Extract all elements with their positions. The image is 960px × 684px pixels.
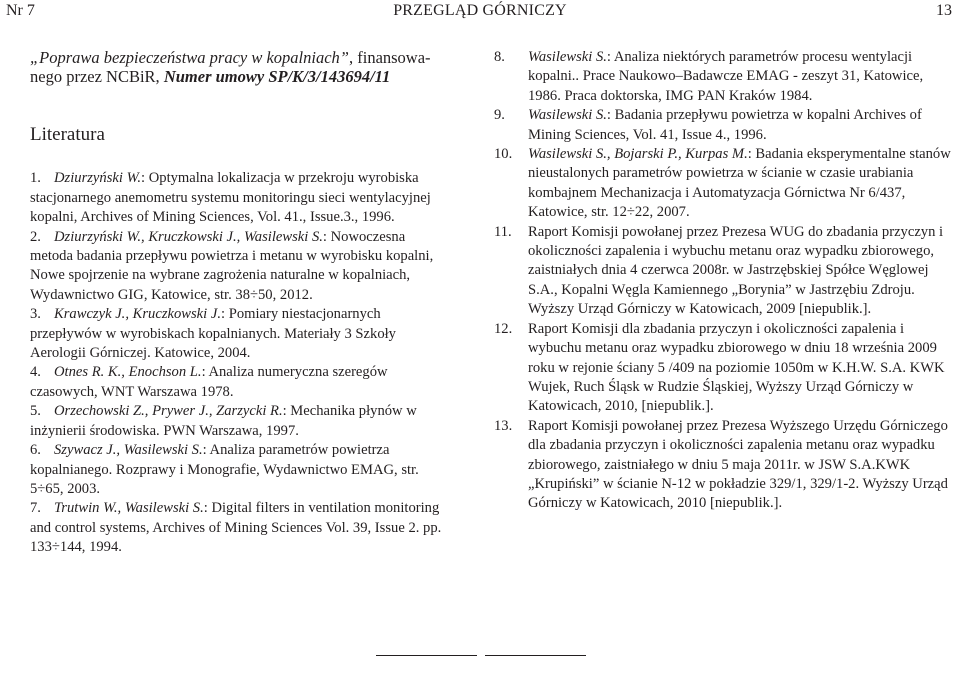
- reference-item: [30, 363, 448, 402]
- reference-text: Raport Komisji dla zbadania przyczyn i okoliczności zapalenia i wybuchu metanu oraz wypadku zbiorowego w dniu 18 września 2009 roku w rejonie ściany 5 /409 na poziomie 1050m w K.H.W. S.A. KWK Wujek, Ruch Śląsk w Rudzie Śląskiej, Wyższy Urząd Górniczy w Katowicach, 2010, [niepublik.].: [528, 320, 945, 415]
- reference-number: 12.: [494, 320, 513, 337]
- footer-rule-left: [376, 655, 477, 656]
- reference-authors: Wasilewski S., Bojarski P., Kurpas M.: [528, 146, 748, 163]
- reference-text: : Pomiary niestacjonarnych przepływów w wyrobiskach kopalnianych. Materiały 3 Szkoły Aerologii Górniczej. Katowice, 2004.: [30, 306, 396, 362]
- reference-number: 13.: [494, 417, 513, 434]
- funding-text: , finansowa-nego przez NCBiR,: [30, 48, 431, 86]
- reference-text: : Nowoczesna metoda badania przepływu powietrza i metanu w wyrobisku kopalni, Nowe spojrzenie na wybrane zagrożenia naturalne w kopalniach, Wydawnictwo GIG, Katowice, str. 38÷50, 2012.: [30, 228, 434, 303]
- reference-number: 1.: [30, 170, 41, 187]
- reference-text: : Badania eksperymentalne stanów nieustalonych parametrów powietrza w ścianie w czasie urabiania kombajnem Mechanizacja i Automatyzacja Górnictwa Nr 6/437, Katowice, str. 12÷22, 2007.: [528, 146, 951, 221]
- page-number-right: 13: [936, 2, 952, 19]
- references-heading: Literatura: [30, 124, 105, 145]
- reference-text: : Badania przepływu powietrza w kopalni Archives of Mining Sciences, Vol. 41, Issue 4., 1996.: [528, 107, 922, 143]
- acknowledgement: [30, 48, 448, 86]
- right-column: [494, 48, 956, 514]
- grant-number: Numer umowy SP/K/3/143694/11: [163, 67, 391, 86]
- left-column: [30, 48, 448, 558]
- reference-text: : Analiza parametrów powietrza kopalnianego. Rozprawy i Monografie, Wydawnictwo EMAG, str. 5÷65, 2003.: [30, 442, 419, 497]
- reference-number: 11.: [494, 223, 512, 240]
- reference-number: 2.: [30, 228, 41, 245]
- journal-title: PRZEGLĄD GÓRNICZY: [393, 2, 567, 19]
- reference-text: : Optymalna lokalizacja w przekroju wyrobiska stacjonarnego anemometru systemu monitoringu sieci wentylacyjnej kopalni, Archives of Mining Sciences, Vol. 41., Issue.3., 1996.: [30, 170, 431, 226]
- reference-number: 5.: [30, 403, 41, 420]
- reference-item: [30, 305, 448, 363]
- reference-number: 7.: [30, 500, 41, 517]
- reference-item: [494, 145, 956, 223]
- reference-item: [494, 417, 956, 514]
- reference-authors: Krawczyk J., Kruczkowski J.: [54, 306, 221, 323]
- reference-text: Raport Komisji powołanej przez Prezesa WUG do zbadania przyczyn i okoliczności zapalenia i wybuchu metanu oraz wypadku zbiorowego, zaistniałych dnia 4 czerwca 2008r. w Jastrzębskiej Spółce Węglowej S.A., Kopalni Węgla Kamiennego „Borynia” w Jastrzębiu Zdroju. Wyższy Urząd Górniczy w Katowicach, 2009 [niepublik.].: [528, 223, 944, 318]
- project-title: „Poprawa bezpieczeństwa pracy w kopalniach”: [30, 48, 349, 67]
- reference-text: : Analiza numeryczna szeregów czasowych, WNT Warszawa 1978.: [30, 364, 388, 400]
- reference-item: [494, 320, 956, 417]
- references-list-left: [30, 169, 448, 557]
- reference-text: : Mechanika płynów w inżynierii środowiska. PWN Warszawa, 1997.: [30, 403, 417, 439]
- reference-authors: Wasilewski S.: [528, 49, 607, 65]
- reference-number: 10.: [494, 146, 513, 163]
- reference-number: 8.: [494, 49, 505, 65]
- reference-number: 3.: [30, 306, 41, 323]
- reference-item: [30, 402, 448, 441]
- reference-text: : Analiza niektórych parametrów procesu wentylacji kopalni.. Prace Naukowo–Badawcze EMAG - zeszyt 31, Katowice, 1986. Praca doktorska, IMG PAN Kraków 1984.: [528, 49, 924, 104]
- reference-item: [30, 499, 448, 557]
- reference-authors: Trutwin W., Wasilewski S.: [54, 500, 204, 517]
- reference-authors: Dziurzyński W.: [54, 170, 142, 187]
- reference-item: [30, 169, 448, 227]
- reference-authors: Orzechowski Z., Prywer J., Zarzycki R.: [54, 403, 283, 420]
- footer-rule-right: [485, 655, 586, 656]
- reference-item: [494, 223, 956, 320]
- reference-authors: Otnes R. K., Enochson L.: [54, 364, 202, 381]
- references-list-right: [494, 48, 956, 514]
- reference-text: : Digital filters in ventilation monitoring and control systems, Archives of Mining Sciences Vol. 39, Issue 2. pp. 133÷144, 1994.: [30, 500, 442, 556]
- reference-item: [30, 441, 448, 499]
- reference-number: 9.: [494, 107, 505, 124]
- reference-number: 6.: [30, 442, 41, 459]
- reference-authors: Wasilewski S.: [528, 107, 607, 124]
- reference-number: 4.: [30, 364, 41, 381]
- reference-item: [30, 228, 448, 306]
- reference-item: [494, 106, 956, 145]
- page-number-left: Nr 7: [6, 2, 35, 19]
- reference-item: [494, 48, 956, 106]
- reference-authors: Szywacz J., Wasilewski S.: [54, 442, 203, 459]
- reference-text: Raport Komisji powołanej przez Prezesa Wyższego Urzędu Górniczego dla zbadania przyczyn i okoliczności zapalenia metanu oraz wypadku zbiorowego, zaistniałego w dniu 5 maja 2011r. w JSW S.A.KWK „Krupiński” w ścianie N-12 w pokładzie 329/1, 329/1-2. Wyższy Urząd Górniczy w Katowicach, 2010 [niepublik.].: [528, 417, 948, 512]
- reference-authors: Dziurzyński W., Kruczkowski J., Wasilewski S.: [54, 228, 323, 245]
